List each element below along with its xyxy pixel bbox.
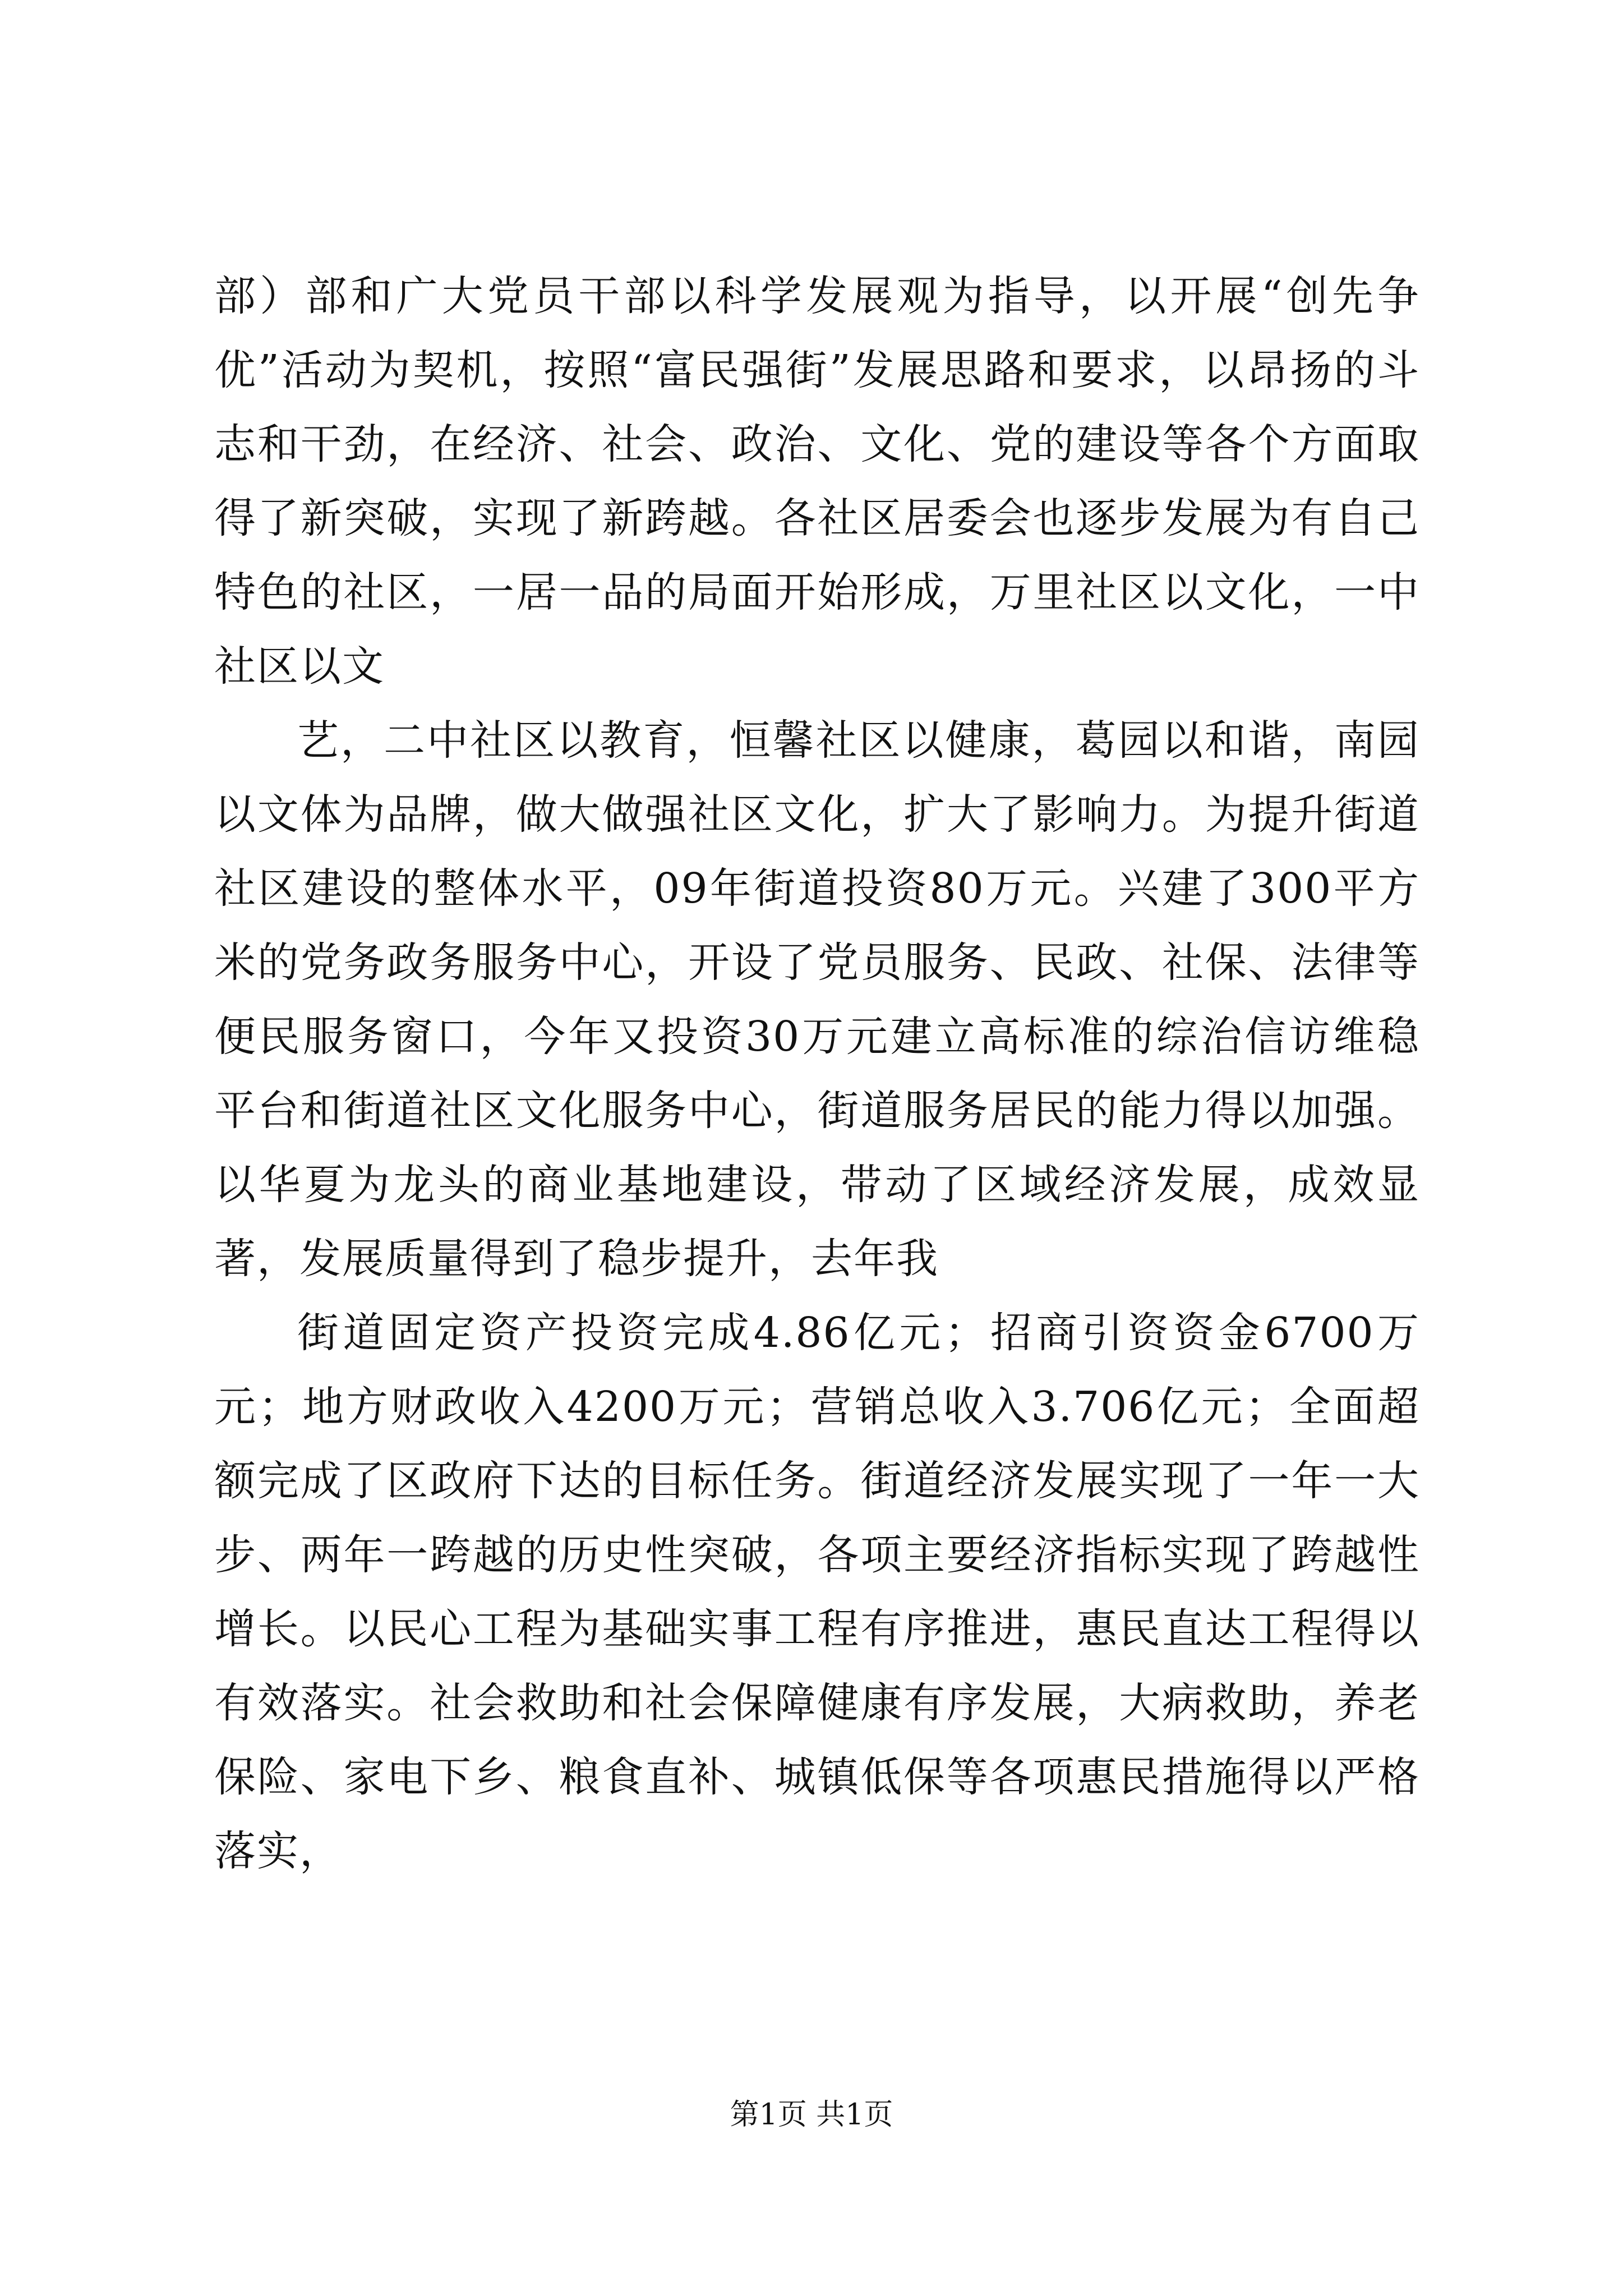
paragraph-2: 艺，二中社区以教育，恒馨社区以健康，葛园以和谐，南园以文体为品牌，做大做强社区文化，扩大了影响力。为提升街道社区建设的整体水平，09年街道投资80万元。兴建了300平方米的党务政务服务中心，开设了党员服务、民政、社保、法律等便民服务窗口，今年又投资30万元建立高标准的综治信访维稳平台和街道社区文化服务中心，街道服务居民的能力得以加强。以华夏为龙头的商业基地建设，带动了区域经济发展，成效显著，发展质量得到了稳步提升，去年我	[214, 716, 1420, 1283]
page-footer: 第1页 共1页	[730, 2098, 893, 2132]
paragraph-1: 部）部和广大党员干部以科学发展观为指导，以开展“创先争优”活动为契机，按照“富民强街”发展思路和要求，以昂扬的斗志和干劲，在经济、社会、政治、文化、党的建设等各个方面取得了新突破，实现了新跨越。各社区居委会也逐步发展为有自己特色的社区，一居一品的局面开始形成，万里社区以文化，一中社区以文	[214, 272, 1420, 691]
paragraph-3: 街道固定资产投资完成4.86亿元；招商引资资金6700万元；地方财政收入4200万元；营销总收入3.706亿元；全面超额完成了区政府下达的目标任务。街道经济发展实现了一年一大步、两年一跨越的历史性突破，各项主要经济指标实现了跨越性增长。以民心工程为基础实事工程有序推进，惠民直达工程得以有效落实。社会救助和社会保障健康有序发展，大病救助，养老保险、家电下乡、粮食直补、城镇低保等各项惠民措施得以严格落实，	[214, 1309, 1420, 1875]
document-body	[214, 259, 1420, 1888]
